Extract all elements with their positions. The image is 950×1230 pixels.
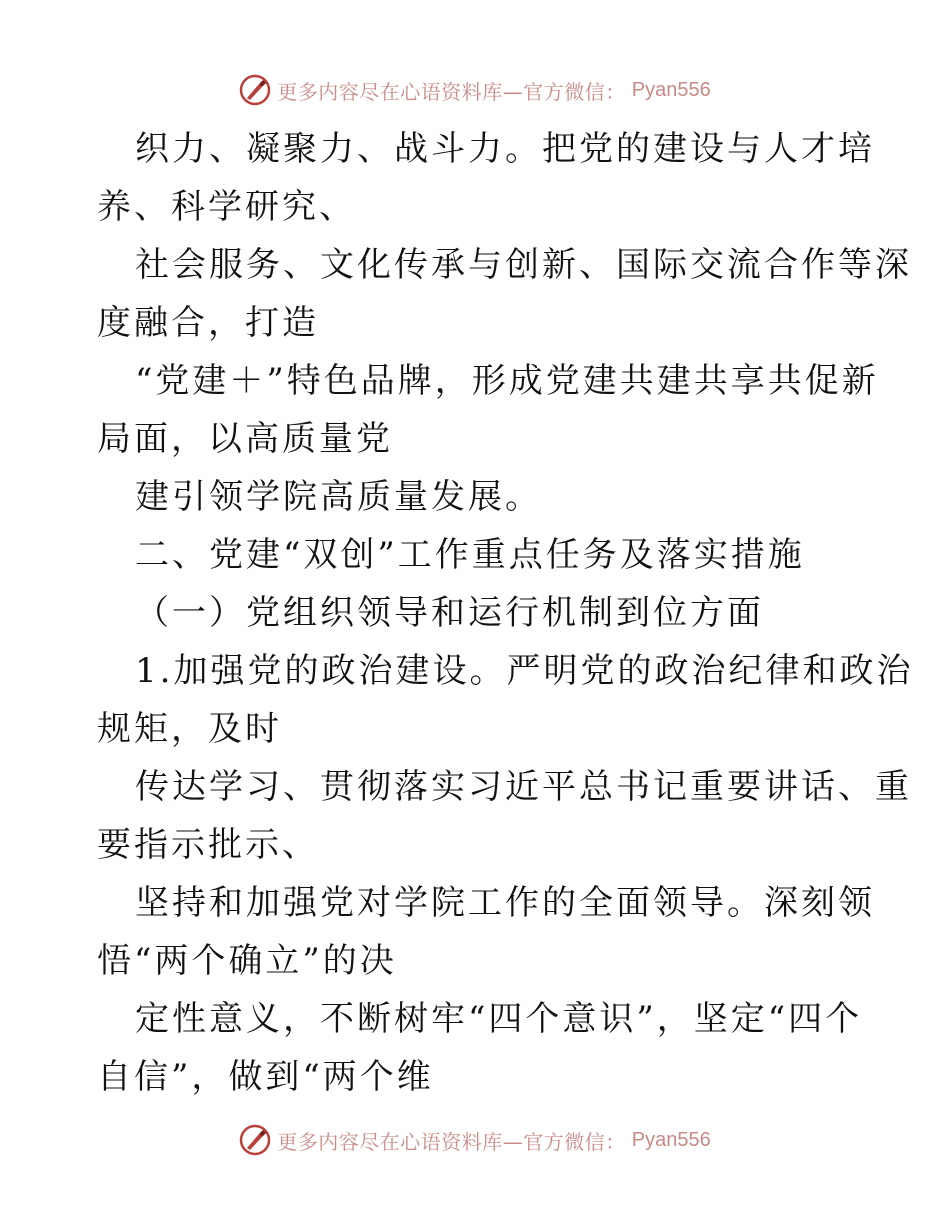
text-line: 悟“两个确立”的决 bbox=[97, 941, 397, 981]
watermark-wechat-id: Pyan556 bbox=[631, 78, 711, 101]
text-line: 规矩，及时 bbox=[97, 709, 282, 749]
text-line: 社会服务、文化传承与创新、国际交流合作等深 bbox=[135, 245, 912, 285]
pen-logo-icon bbox=[239, 1124, 271, 1156]
subsection-heading: （一）党组织领导和运行机制到位方面 bbox=[135, 593, 764, 633]
document-body bbox=[97, 120, 914, 1106]
text-line: 局面，以高质量党 bbox=[97, 419, 393, 459]
section-heading: 二、党建“双创”工作重点任务及落实措施 bbox=[135, 535, 805, 575]
header-watermark bbox=[0, 70, 950, 110]
text-line: 织力、凝聚力、战斗力。把党的建设与人才培 bbox=[135, 129, 875, 169]
pen-logo-icon bbox=[239, 74, 271, 106]
text-line: 1.加强党的政治建设。严明党的政治纪律和政治 bbox=[135, 651, 914, 691]
watermark-text: 更多内容尽在心语资料库—官方微信： bbox=[277, 1129, 626, 1154]
watermark-wechat-id: Pyan556 bbox=[631, 1128, 711, 1151]
footer-watermark bbox=[0, 1120, 950, 1160]
text-line: 建引领学院高质量发展。 bbox=[135, 477, 542, 517]
text-line: 养、科学研究、 bbox=[97, 187, 356, 227]
watermark-text: 更多内容尽在心语资料库—官方微信： bbox=[277, 79, 626, 104]
text-line: 坚持和加强党对学院工作的全面领导。深刻领 bbox=[135, 883, 875, 923]
text-line: 自信”，做到“两个维 bbox=[97, 1057, 434, 1097]
text-line: 要指示批示、 bbox=[97, 825, 319, 865]
text-line: “党建＋”特色品牌，形成党建共建共享共促新 bbox=[135, 361, 879, 401]
text-line: 度融合，打造 bbox=[97, 303, 319, 343]
text-line: 传达学习、贯彻落实习近平总书记重要讲话、重 bbox=[135, 767, 912, 807]
text-line: 定性意义，不断树牢“四个意识”，坚定“四个 bbox=[135, 999, 863, 1039]
